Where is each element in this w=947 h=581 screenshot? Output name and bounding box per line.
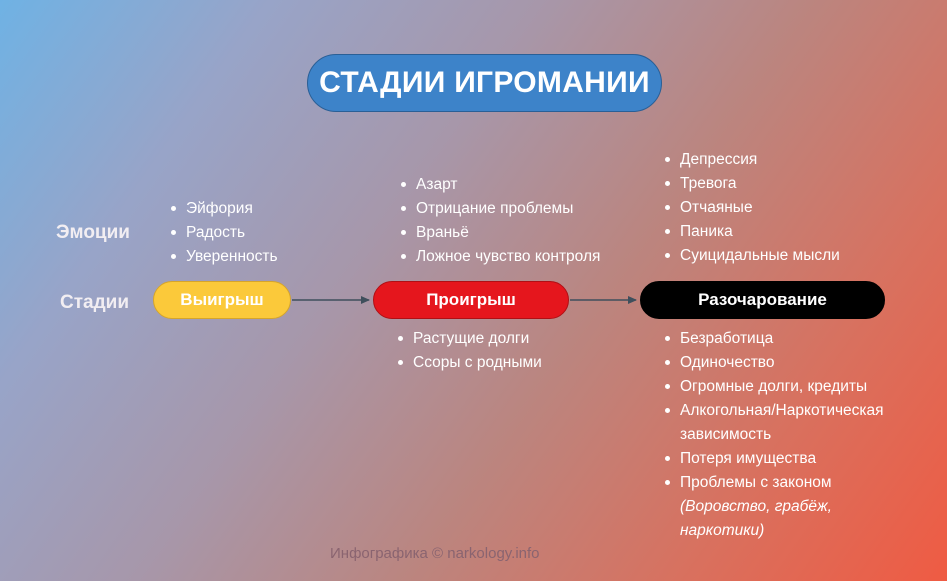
list-item-note — [664, 495, 884, 519]
list-item-text: Отрицание проблемы — [416, 200, 574, 217]
list-item — [664, 375, 884, 399]
list-item — [664, 351, 884, 375]
list-item-text: Азарт — [416, 176, 458, 193]
list-item — [397, 327, 542, 351]
list-item-text: Тревога — [680, 175, 737, 192]
stage-loss — [373, 281, 569, 319]
list-item — [397, 351, 542, 375]
list-item-text: Ложное чувство контроля — [416, 248, 601, 265]
list-item-text: Потеря имущества — [680, 450, 817, 467]
page-title-text: СТАДИИ ИГРОМАНИИ — [319, 66, 650, 99]
list-item-text: Суицидальные мысли — [680, 247, 840, 264]
list-item-text: Радость — [186, 224, 246, 241]
list-item-text: Враньё — [416, 224, 469, 241]
list-item-text: Паника — [680, 223, 733, 240]
list-item-text: Депрессия — [680, 151, 758, 168]
list-item-text: Эйфория — [186, 200, 253, 217]
list-item-text: Растущие долги — [413, 330, 530, 347]
list-item-text: (Воровство, грабёж, — [680, 498, 832, 515]
list-item-text: Проблемы с законом — [680, 474, 832, 491]
stage-disappointment-label: Разочарование — [698, 290, 827, 309]
list-item-text: Безработица — [680, 330, 774, 347]
emotions-row-label: Эмоции — [56, 222, 130, 243]
list-item-text: Ссоры с родными — [413, 354, 542, 371]
list-item — [664, 471, 884, 495]
list-item-continuation — [664, 423, 884, 447]
stage-win — [153, 281, 291, 319]
list-item-text: наркотики) — [680, 522, 765, 539]
list-item-note — [664, 519, 884, 543]
list-item-text: Алкогольная/Наркотическая — [680, 402, 884, 419]
stage-3-consequences-list — [664, 327, 884, 543]
stage-loss-label: Проигрыш — [426, 290, 516, 309]
stage-disappointment — [640, 281, 885, 319]
list-item-text: зависимость — [680, 426, 772, 443]
list-item — [664, 447, 884, 471]
stages-row-label: Стадии — [60, 292, 130, 313]
footer-credit: Инфографика © narkology.info — [330, 545, 540, 562]
list-item — [664, 399, 884, 423]
stage-2-consequences-list — [397, 327, 542, 375]
list-item — [664, 327, 884, 351]
list-item-text: Уверенность — [186, 248, 278, 265]
stage-win-label: Выигрыш — [180, 290, 264, 309]
list-item-text: Отчаяные — [680, 199, 753, 216]
list-item-text: Огромные долги, кредиты — [680, 378, 868, 395]
list-item-text: Одиночество — [680, 354, 775, 371]
